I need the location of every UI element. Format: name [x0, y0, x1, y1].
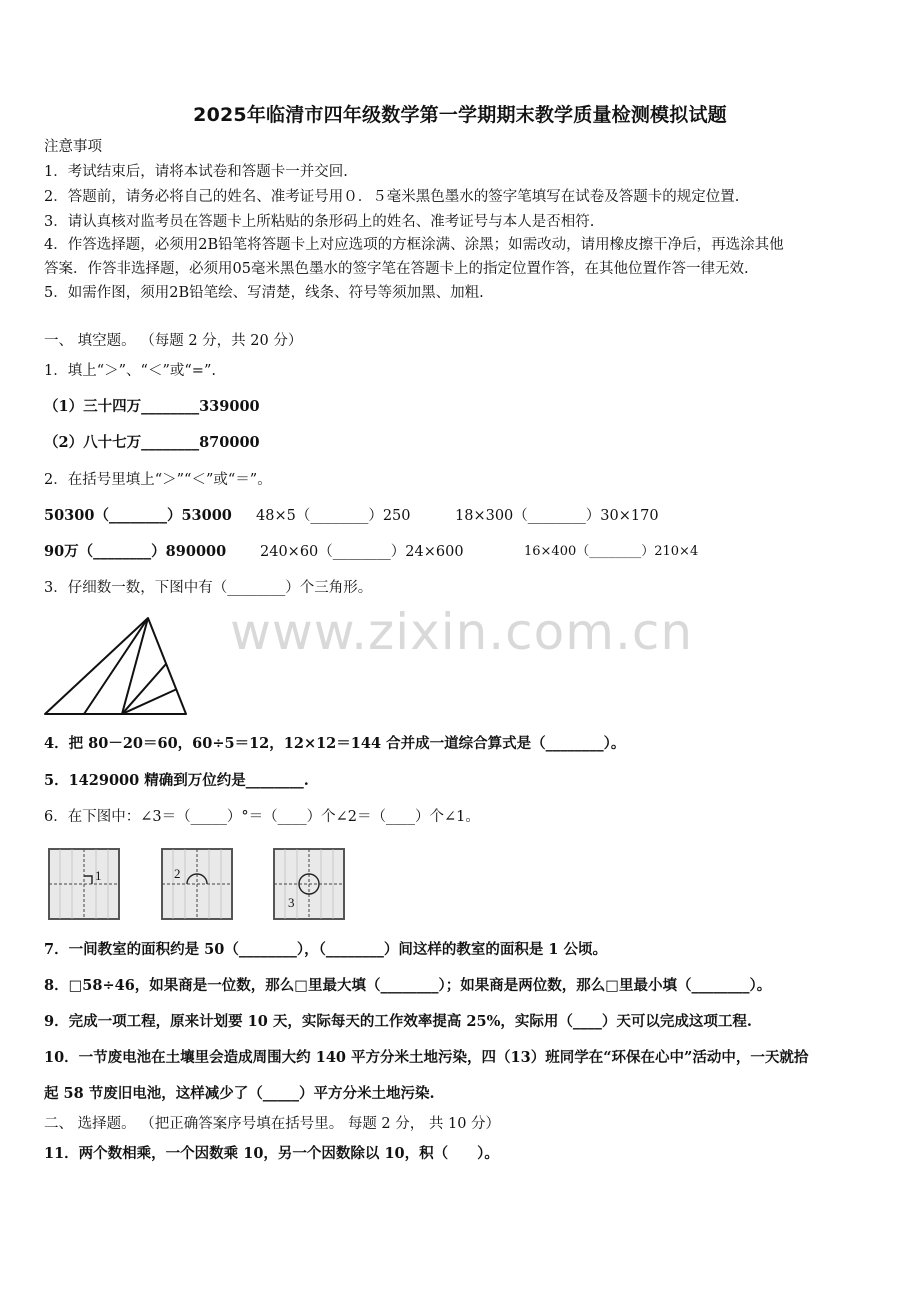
notice-line: 2．答题前，请务必将自己的姓名、准考证号用０．５毫米黑色墨水的签字笔填写在试卷及答题卡的规定位置. [44, 189, 740, 205]
q10-line-2: 起 58 节废旧电池，这样减少了（_____）平方分米土地污染. [44, 1085, 435, 1102]
q10-line-1: 10．一节废电池在土壤里会造成周围大约 140 平方分米土地污染，四（13）班同学在“环保在心中”活动中，一天就拾 [44, 1049, 809, 1066]
q3-stem: 3．仔细数一数，下图中有（________）个三角形。 [44, 580, 373, 596]
q2-item: 90万（________）890000 [44, 543, 227, 560]
watermark: www.zixin.com.cn [230, 603, 694, 661]
notice-line: 1．考试结束后，请将本试卷和答题卡一并交回. [44, 164, 348, 180]
angle-label: 3 [288, 895, 295, 910]
notice-line: 4．作答选择题，必须用2B铅笔将答题卡上对应选项的方框涂满、涂黑；如需改动，请用橡皮擦干净后，再选涂其他 [44, 237, 784, 253]
q2-item: 48×5（________）250 [256, 508, 411, 524]
q2-item: 50300（________）53000 [44, 507, 232, 524]
inner-line [122, 689, 177, 714]
notice-line: 答案．作答非选择题，必须用05毫米黑色墨水的签字笔在答题卡上的指定位置作答，在其他位置作答一律无效. [44, 261, 749, 277]
q4-stem: 4．把 80－20＝60，60÷5＝12，12×12＝144 合并成一道综合算式是（________）。 [44, 735, 626, 752]
q2-item: 240×60（________）24×600 [260, 544, 464, 560]
q1-part-a: （1）三十四万________339000 [44, 398, 260, 415]
angle-figure-1 [48, 848, 120, 920]
q5-stem: 5．1429000 精确到万位约是________. [44, 772, 309, 789]
notice-heading: 注意事项 [44, 139, 102, 155]
q6-stem: 6．在下图中：∠3＝（_____）°＝（____）个∠2＝（____）个∠1。 [44, 809, 480, 825]
notice-line: 3．请认真核对监考员在答题卡上所粘贴的条形码上的姓名、准考证号与本人是否相符. [44, 214, 595, 230]
angle-label: 2 [174, 866, 181, 881]
q11-stem: 11．两个数相乘，一个因数乘 10，另一个因数除以 10，积（ ）。 [44, 1145, 499, 1162]
q1-stem: 1．填上“＞”、“＜”或“=”. [44, 363, 216, 379]
q9-stem: 9．完成一项工程，原来计划要 10 天，实际每天的工作效率提高 25%，实际用（____）天可以完成这项工程. [44, 1013, 752, 1030]
angle-label: 1 [95, 868, 102, 883]
notice-line: 5．如需作图，须用2B铅笔绘、写清楚，线条、符号等须加黑、加粗. [44, 285, 484, 301]
q8-stem: 8．□58÷46，如果商是一位数，那么□里最大填（________）；如果商是两位数，那么□里最小填（________）。 [44, 977, 772, 994]
section-fill-heading: 一、 填空题。 （每题 2 分，共 20 分） [44, 333, 303, 349]
page-title: 2025年临清市四年级数学第一学期期末教学质量检测模拟试题 [193, 104, 727, 126]
q7-stem: 7．一间教室的面积约是 50（________），（________）间这样的教室的面积是 1 公顷。 [44, 941, 607, 958]
angle-figure-2 [161, 848, 233, 920]
inner-line [84, 618, 148, 714]
q2-stem: 2．在括号里填上“＞”“＜”或“＝”。 [44, 472, 272, 488]
section-choice-heading: 二、 选择题。 （把正确答案序号填在括号里。 每题 2 分， 共 10 分） [44, 1116, 501, 1132]
angle-figure-3 [273, 848, 345, 920]
triangle-figure [40, 612, 192, 720]
q2-item: 18×300（________）30×170 [455, 508, 659, 524]
q1-part-b: （2）八十七万________870000 [44, 434, 260, 451]
q2-item: 16×400（________）210×4 [524, 544, 699, 559]
